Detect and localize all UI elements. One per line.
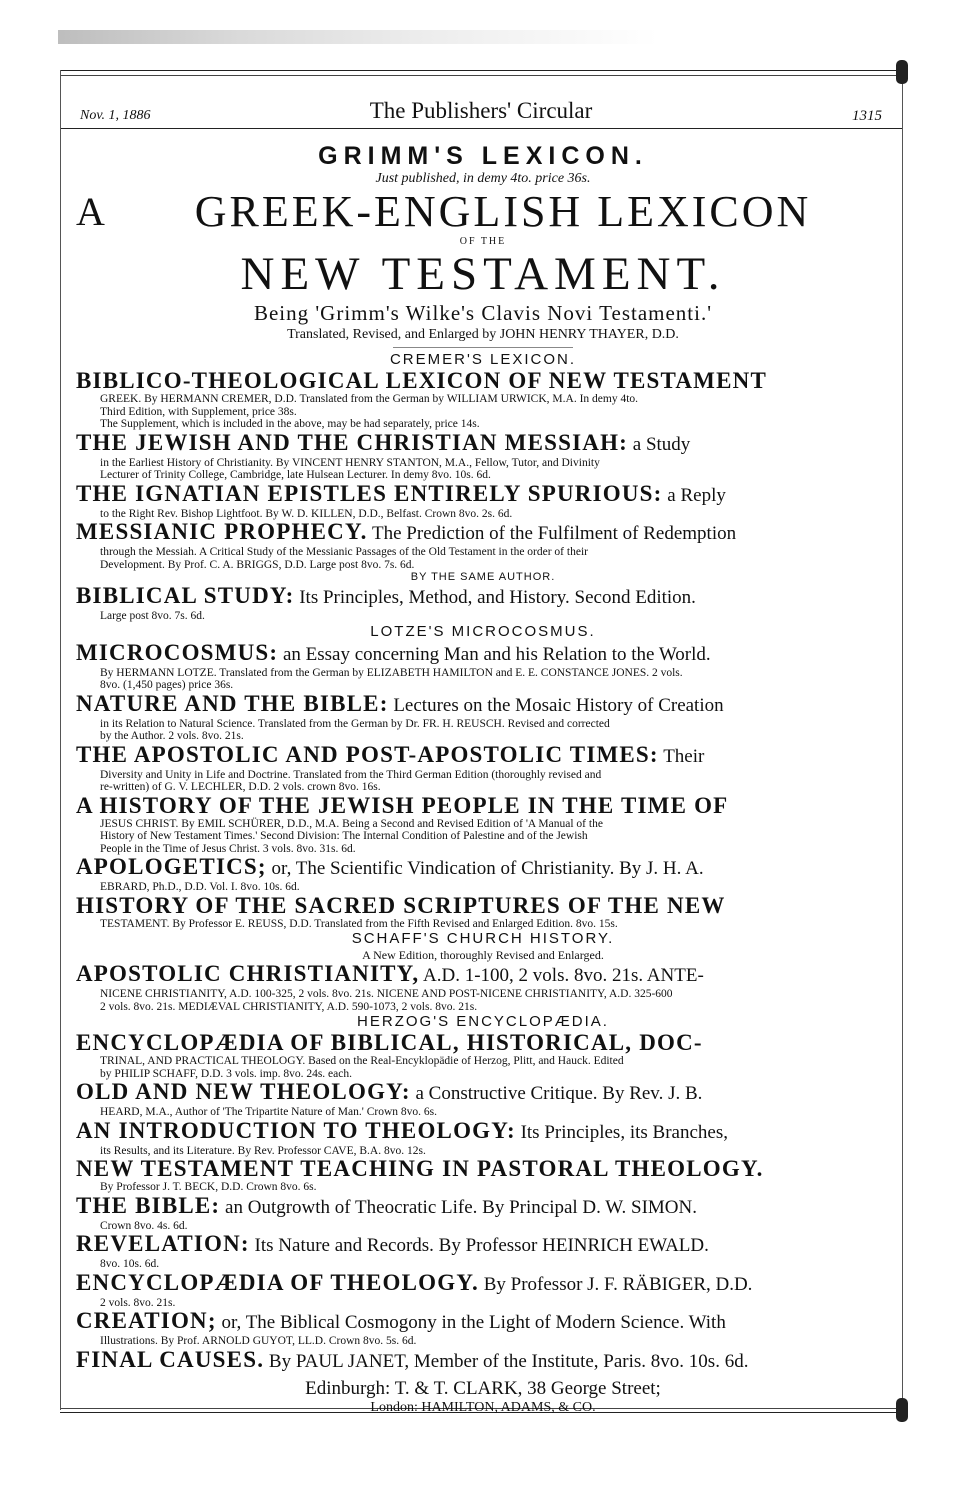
book-entry <box>76 1119 890 1158</box>
book-subtitle: A.D. 1-100, 2 vols. 8vo. 21s. ANTE- <box>419 965 704 986</box>
book-heading-line <box>76 641 890 667</box>
book-title: BIBLICO-THEOLOGICAL LEXICON OF NEW TESTAMENT <box>76 368 767 393</box>
advertisement-frame <box>60 70 902 1415</box>
issue-date: Nov. 1, 1886 <box>80 108 151 123</box>
book-heading-line <box>76 1232 890 1258</box>
book-subtitle: Its Principles, its Branches, <box>515 1121 728 1143</box>
book-detail: in its Relation to Natural Science. Translated from the German by Dr. FR. H. REUSCH. Revised and corrected <box>100 717 610 730</box>
book-title: APOLOGETICS; <box>76 854 267 879</box>
book-heading-line <box>76 692 890 718</box>
book-heading-line <box>76 1348 890 1374</box>
book-entry <box>76 1309 890 1348</box>
book-heading-line <box>76 520 890 546</box>
book-entry <box>76 692 890 743</box>
book-subtitle: or, The Scientific Vindication of Christianity. By J. H. A. <box>266 858 704 879</box>
book-heading-line <box>76 584 890 610</box>
book-detail: Diversity and Unity in Life and Doctrine. Translated from the Third German Edition (thoroughly revised and <box>100 768 602 781</box>
binding-mark <box>896 1398 908 1422</box>
book-subtitle: By Professor J. F. RÄBIGER, D.D. <box>478 1273 753 1295</box>
book-entry <box>76 369 890 431</box>
publisher-london: London: HAMILTON, ADAMS, & CO. <box>370 1399 596 1415</box>
top-rule <box>60 70 902 71</box>
book-entry <box>76 1194 890 1233</box>
book-title: THE APOSTOLIC AND POST-APOSTOLIC TIMES: <box>76 741 659 767</box>
book-detail: re-written) of G. V. LECHLER, D.D. 2 vols. crown 8vo. 16s. <box>100 781 381 793</box>
book-detail: 2 vols. 8vo. 21s. <box>100 1296 176 1309</box>
book-detail: EBRARD, Ph.D., D.D. Vol. I. 8vo. 10s. 6d. <box>100 881 300 893</box>
lotze-heading: LOTZE'S MICROCOSMUS. <box>370 622 596 640</box>
book-entry <box>76 482 890 521</box>
book-title: NATURE AND THE BIBLE: <box>76 690 389 716</box>
book-detail: Large post 8vo. 7s. 6d. <box>100 610 205 622</box>
book-entry <box>76 1271 890 1310</box>
book-detail: 8vo. (1,450 pages) price 36s. <box>100 679 234 691</box>
book-title: REVELATION: <box>76 1231 250 1256</box>
divider <box>393 347 573 348</box>
book-subtitle: The Prediction of the Fulfilment of Redemption <box>367 523 737 544</box>
book-entry <box>76 641 890 692</box>
book-entry <box>76 894 890 931</box>
book-entry <box>76 962 890 1013</box>
book-subtitle: Lectures on the Mosaic History of Creation <box>388 694 724 716</box>
grimm-title-block <box>76 188 890 236</box>
header-rule <box>60 128 902 129</box>
book-detail: HEARD, M.A., Author of 'The Tripartite Nature of Man.' Crown 8vo. 6s. <box>100 1106 437 1118</box>
book-heading-line <box>76 1157 890 1181</box>
book-detail: Crown 8vo. 4s. 6d. <box>100 1219 188 1232</box>
book-title: HISTORY OF THE SACRED SCRIPTURES OF THE NEW <box>76 892 726 918</box>
book-title: THE IGNATIAN EPISTLES ENTIRELY SPURIOUS: <box>76 480 663 506</box>
grimm-being: Being 'Grimm's Wilke's Clavis Novi Testamenti.' <box>253 301 713 325</box>
book-title: ENCYCLOPÆDIA OF BIBLICAL, HISTORICAL, DOC- <box>76 1030 703 1055</box>
book-detail: TRINAL, AND PRACTICAL THEOLOGY. Based on the Real-Encyklopädie of Herzog, Plitt, and Hauck. Edited <box>100 1055 624 1067</box>
book-heading-line <box>76 1031 890 1055</box>
book-entry <box>76 1157 890 1194</box>
book-list <box>76 1031 890 1374</box>
book-heading-line <box>76 1119 890 1145</box>
book-title: CREATION; <box>76 1308 217 1333</box>
book-title: AN INTRODUCTION TO THEOLOGY: <box>76 1117 516 1143</box>
book-entry <box>76 743 890 794</box>
page-number: 1315 <box>852 108 882 124</box>
book-title: OLD AND NEW THEOLOGY: <box>76 1079 411 1104</box>
book-heading-line <box>76 794 890 818</box>
book-entry <box>76 1348 890 1374</box>
left-rule <box>60 70 61 1410</box>
book-entry <box>76 794 890 856</box>
herzog-heading: HERZOG'S ENCYCLOPÆDIA. <box>357 1013 609 1030</box>
book-title: MESSIANIC PROPHECY. <box>76 519 368 544</box>
book-title: THE JEWISH AND THE CHRISTIAN MESSIAH: <box>76 429 629 455</box>
binding-mark <box>896 60 908 84</box>
grimm-of-the: OF THE <box>459 236 507 247</box>
book-heading-line <box>76 1080 890 1106</box>
book-detail: GREEK. By HERMANN CREMER, D.D. Translated from the German by WILLIAM URWICK, M.A. In demy 4to. <box>100 393 639 405</box>
book-detail: The Supplement, which is included in the above, may be had separately, price 14s. <box>100 418 480 430</box>
book-subtitle: Their <box>658 745 705 767</box>
book-title: A HISTORY OF THE JEWISH PEOPLE IN THE TIME OF <box>76 792 729 818</box>
book-title: MICROCOSMUS: <box>76 639 279 665</box>
grimm-nt: NEW TESTAMENT. <box>240 248 726 300</box>
book-entry <box>76 1031 890 1080</box>
book-detail: JESUS CHRIST. By EMIL SCHÜRER, D.D., M.A. Being a Second and Revised Edition of 'A Manual of the <box>100 817 603 830</box>
book-detail: by PHILIP SCHAFF, D.D. 3 vols. imp. 8vo. 24s. each. <box>100 1067 352 1080</box>
book-subtitle: a Constructive Critique. By Rev. J. B. <box>410 1083 703 1104</box>
book-entry <box>76 855 890 894</box>
cremer-heading: CREMER'S LEXICON. <box>389 351 577 368</box>
new-edition-note: A New Edition, thoroughly Revised and Enlarged. <box>362 948 604 962</box>
book-detail: in the Earliest History of Christianity. By VINCENT HENRY STANTON, M.A., Fellow, Tutor, and Divinity <box>100 456 600 469</box>
book-title: BIBLICAL STUDY: <box>76 583 295 608</box>
book-list <box>76 641 890 931</box>
book-detail: Illustrations. By Prof. ARNOLD GUYOT, LL.D. Crown 8vo. 5s. 6d. <box>100 1335 417 1347</box>
book-detail: through the Messiah. A Critical Study of the Messianic Passages of the Old Testament in the order of their <box>100 546 588 558</box>
book-title: NEW TESTAMENT TEACHING IN PASTORAL THEOLOGY. <box>76 1156 764 1181</box>
book-detail: to the Right Rev. Bishop Lightfoot. By W. D. KILLEN, D.D., Belfast. Crown 8vo. 2s. 6d. <box>100 507 513 520</box>
book-subtitle: a Study <box>628 433 691 455</box>
grimm-published: Just published, in demy 4to. price 36s. <box>375 171 591 186</box>
running-header <box>80 98 882 128</box>
book-title: FINAL CAUSES. <box>76 1346 265 1372</box>
book-detail: NICENE CHRISTIANITY, A.D. 100-325, 2 vols. 8vo. 21s. NICENE AND POST-NICENE CHRISTIANITY, A.D. 325-600 <box>100 988 673 1000</box>
book-detail: Lecturer of Trinity College, Cambridge, late Hulsean Lecturer. In demy 8vo. 10s. 6d. <box>100 469 491 481</box>
grimm-heading: GRIMM'S LEXICON. <box>318 142 648 170</box>
book-subtitle: or, The Biblical Cosmogony in the Light of Modern Science. With <box>216 1312 726 1333</box>
book-heading-line <box>76 743 890 769</box>
book-list <box>76 584 890 623</box>
book-entry <box>76 1080 890 1119</box>
book-entry <box>76 520 890 571</box>
book-heading-line <box>76 855 890 881</box>
right-rule <box>902 70 903 1410</box>
book-entry <box>76 584 890 623</box>
book-title: APOSTOLIC CHRISTIANITY, <box>76 961 420 986</box>
book-heading-line <box>76 1271 890 1297</box>
book-subtitle: Its Principles, Method, and History. Second Edition. <box>294 587 696 608</box>
book-heading-line <box>76 894 890 918</box>
schaff-heading: SCHAFF'S CHURCH HISTORY. <box>351 930 615 947</box>
book-list <box>76 369 890 571</box>
book-subtitle: an Essay concerning Man and his Relation to the World. <box>278 643 711 665</box>
book-detail: 8vo. 10s. 6d. <box>100 1258 160 1270</box>
book-detail: History of New Testament Times.' Second Division: The Internal Condition of Palestine and of the Jewish <box>100 830 588 842</box>
journal-title: The Publishers' Circular <box>369 98 593 123</box>
page-edge-smudge <box>58 30 658 44</box>
book-detail: By HERMANN LOTZE. Translated from the German by ELIZABETH HAMILTON and E. E. CONSTANCE JONES. 2 vols. <box>100 666 683 679</box>
book-detail: by the Author. 2 vols. 8vo. 21s. <box>100 730 244 742</box>
grimm-article: A <box>76 189 105 234</box>
book-subtitle: an Outgrowth of Theocratic Life. By Principal D. W. SIMON. <box>220 1196 697 1218</box>
book-detail: Third Edition, with Supplement, price 38s. <box>100 405 297 418</box>
book-heading-line <box>76 482 890 508</box>
book-heading-line <box>76 431 890 457</box>
book-detail: By Professor J. T. BECK, D.D. Crown 8vo. 6s. <box>100 1181 317 1193</box>
grimm-translated: Translated, Revised, and Enlarged by JOHN HENRY THAYER, D.D. <box>287 327 679 342</box>
book-subtitle: By PAUL JANET, Member of the Institute, Paris. 8vo. 10s. 6d. <box>264 1350 749 1372</box>
book-detail: TESTAMENT. By Professor E. REUSS, D.D. Translated from the Fifth Revised and Enlarged Edition. 8vo. 15s. <box>100 917 618 930</box>
book-title: THE BIBLE: <box>76 1192 221 1218</box>
book-subtitle: Its Nature and Records. By Professor HEINRICH EWALD. <box>249 1235 709 1256</box>
book-detail: People in the Time of Jesus Christ. 3 vols. 8vo. 31s. 6d. <box>100 842 356 855</box>
book-heading-line <box>76 369 890 393</box>
book-list <box>76 962 890 1013</box>
book-detail: Development. By Prof. C. A. BRIGGS, D.D. Large post 8vo. 7s. 6d. <box>100 558 415 571</box>
book-heading-line <box>76 1194 890 1220</box>
advertisement-body <box>76 142 890 1416</box>
grimm-title: GREEK-ENGLISH LEXICON <box>194 187 812 236</box>
book-detail: 2 vols. 8vo. 21s. MEDIÆVAL CHRISTIANITY, A.D. 590-1073, 2 vols. 8vo. 21s. <box>100 1000 478 1013</box>
book-heading-line <box>76 1309 890 1335</box>
book-entry <box>76 431 890 482</box>
top-rule-inner <box>60 75 902 76</box>
book-heading-line <box>76 962 890 988</box>
book-detail: its Results, and its Literature. By Rev. Professor CAVE, B.A. 8vo. 12s. <box>100 1144 426 1157</box>
by-same-author: BY THE SAME AUTHOR. <box>410 571 556 583</box>
publisher-address: Edinburgh: T. & T. CLARK, 38 George Street; <box>305 1377 661 1399</box>
book-subtitle: a Reply <box>662 484 726 506</box>
book-title: ENCYCLOPÆDIA OF THEOLOGY. <box>76 1269 479 1295</box>
book-entry <box>76 1232 890 1271</box>
